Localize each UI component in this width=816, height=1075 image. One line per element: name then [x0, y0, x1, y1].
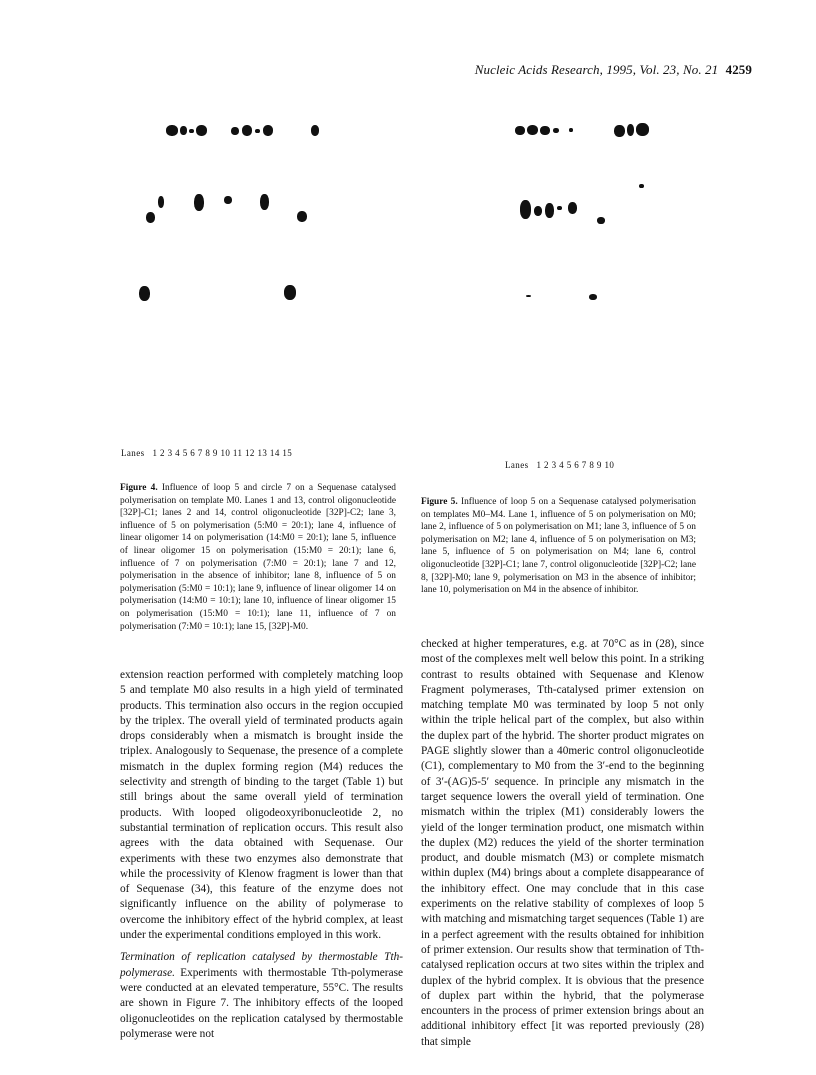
paragraph-text: Experiments with thermostable Tth-polymerase were conducted at an elevated temperature, 55°C. The results are shown in Figure 7. The inhibitory effects of the looped oligonucleotides on the replication catalysed by thermostable polymerase were not	[120, 966, 403, 1040]
gel-band	[196, 125, 207, 136]
gel-band	[231, 127, 239, 135]
gel-band	[557, 206, 562, 210]
figure-4-lane-labels	[121, 448, 292, 458]
gel-band	[146, 212, 155, 223]
gel-band	[284, 285, 296, 300]
gel-band	[263, 125, 273, 136]
lanes-label: Lanes	[505, 460, 529, 470]
gel-band	[297, 211, 307, 222]
gel-band	[189, 129, 194, 133]
gel-band	[636, 123, 649, 136]
gel-band	[569, 128, 573, 132]
gel-band	[526, 295, 531, 297]
figure-5-caption	[421, 496, 696, 597]
gel-band	[139, 286, 150, 301]
lane-numbers: 1 2 3 4 5 6 7 8 9 10	[536, 460, 615, 470]
gel-band	[242, 125, 252, 136]
gel-band	[255, 129, 260, 133]
gel-band	[194, 194, 204, 211]
caption-text: Influence of loop 5 on a Sequenase catalysed polymerisation on templates M0–M4. Lane 1, influence of 5 on polymerisation on M0; lane 2, influence of 5 on polymerisation on M1; lane 3, influence of 5 on polymerisation on M2; lane 4, influence of 5 on polymerisation on M3; lane 5, influence of 5 on polymerisation on M4; lane 6, control oligonucleotide [32P]-C1; lane 7, control oligonucleotide [32P]-C2; lane 8, [32P]-M0; lane 9, polymerisation on M3 in the absence of inhibitor; lane 10, polymerisation on M4 in the absence of inhibitor.	[421, 497, 696, 596]
body-paragraph: checked at higher temperatures, e.g. at 70°C as in (28), since most of the complexes melt well below this point. In a striking contrast to results obtained with Sequenase and Klenow Fragment polymerases, Tth-catalysed primer extension on matching template M0 was terminated by loop 5 not only within the triple helical part of the complex, but also within the duplex part of the hybrid. The shorter product migrates on PAGE slightly slower than a 40meric control oligonucleotide (C1), complementary to M0 from the 3′-end to the beginning of 3′-(AG)5-5′ sequence. In principle any mismatch in the target sequence lowers the overall yield of termination. One mismatch within the triplex (M1) considerably lowers the yield of the longer termination product, one mismatch within the duplex (M2) reduces the yield of the shorter termination product, and double mismatch (M3) or complete mismatch within duplex (M4) brings about a complete disappearance of the inhibitory effect. One may conclude that in this case experiments on the relative stability of complexes of loop 5 with matching and mismatching target sequences (Table 1) are in a perfect agreement with the results obtained for inhibition of primer extension. Our results show that termination of Tth-catalysed replication occurs at two sites within the triplex and duplex of the hybrid complex. It is obvious that the presence of duplex part within the hybrid, that the polymerase encounters in the process of primer extension brings about an additional inhibitory effect [it was reported previously (28) that simple	[421, 638, 705, 1048]
lane-numbers: 1 2 3 4 5 6 7 8 9 10 11 12 13 14 15	[152, 448, 293, 458]
gel-band	[180, 126, 187, 135]
body-paragraph	[120, 950, 403, 1042]
gel-band	[597, 217, 605, 224]
gel-band	[520, 200, 531, 219]
body-left-column	[120, 668, 403, 1042]
gel-band	[534, 206, 542, 216]
figure-4-caption	[120, 482, 396, 633]
gel-band	[311, 125, 319, 136]
gel-band	[158, 196, 164, 208]
figure-4-gel-image	[130, 110, 340, 450]
gel-band	[589, 294, 597, 300]
caption-label: Figure 5.	[421, 497, 458, 507]
gel-band	[515, 126, 525, 135]
body-paragraph: extension reaction performed with completely matching loop 5 and template M0 also results in a high yield of terminated products. This termination also occurs in the region occupied by the triplex. The overall yield of terminated products again drops considerably when a mismatch is brought inside the triplex. Analogously to Sequenase, the presence of a complete mismatch in the duplex forming region (M4) reduces the selectivity and strength of binding to the target (Table 1) but still brings about the same overall yield of termination products. With looped oligodeoxyribonucleotide 2, no substantial termination of replication occurs. This result also agrees with the data obtained with Sequenase. Our experiments with these two enzymes also demonstrate that while the processivity of Klenow fragment is lower than that of Sequenase (34), this feature of the enzyme does not significantly influence on the ability of polymerase to overcome the inhibitory effect of the hybrid complex, at least under the experimental conditions employed in this work.	[120, 669, 403, 942]
gel-band	[568, 202, 577, 214]
gel-band	[166, 125, 178, 136]
gel-band	[527, 125, 538, 135]
gel-band	[540, 126, 550, 135]
figure-5-gel-image	[505, 115, 665, 315]
journal-citation: Nucleic Acids Research, 1995, Vol. 23, No. 21	[474, 62, 719, 77]
running-header	[420, 62, 752, 78]
caption-label: Figure 4.	[120, 483, 158, 493]
page-number: 4259	[725, 62, 752, 77]
figure-5-lane-labels	[505, 460, 614, 470]
gel-band	[639, 184, 644, 188]
gel-band	[545, 203, 554, 218]
gel-band	[627, 124, 634, 136]
gel-band	[260, 194, 269, 210]
gel-band	[553, 128, 559, 133]
gel-band	[614, 125, 625, 137]
lanes-label: Lanes	[121, 448, 145, 458]
gel-band	[224, 196, 232, 204]
section-heading: Termination of replication catalysed by thermostable Tth-polymerase.	[120, 951, 403, 979]
caption-text: Influence of loop 5 and circle 7 on a Sequenase catalysed polymerisation on template M0. Lanes 1 and 13, control oligonucleotide [32P]-C1; lanes 2 and 14, control oligonucleotide [32P]-C2; lane 3, influence of 5 on polymerisation (5:M0 = 20:1); lane 4, influence of linear oligomer 14 on polymerisation (14:M0 = 20:1); lane 5, influence of linear oligomer 15 on polymerisation (15:M0 = 20:1); lane 6, influence of 7 on polymerisation (7:M0 = 20:1); lane 7 and 12, polymerisation in the absence of inhibitor; lane 8, influence of 5 on polymerisation (5:M0 = 10:1); lane 9, influence of linear oligomer 14 on polymerisation (14:M0 = 10:1); lane 10, influence of linear oligomer 15 on polymerisation (15:M0 = 10:1); lane 11, influence of 7 on polymerisation (7:M0 = 10:1); lane 15, [32P]-M0.	[120, 483, 396, 632]
body-right-column	[421, 637, 704, 1050]
